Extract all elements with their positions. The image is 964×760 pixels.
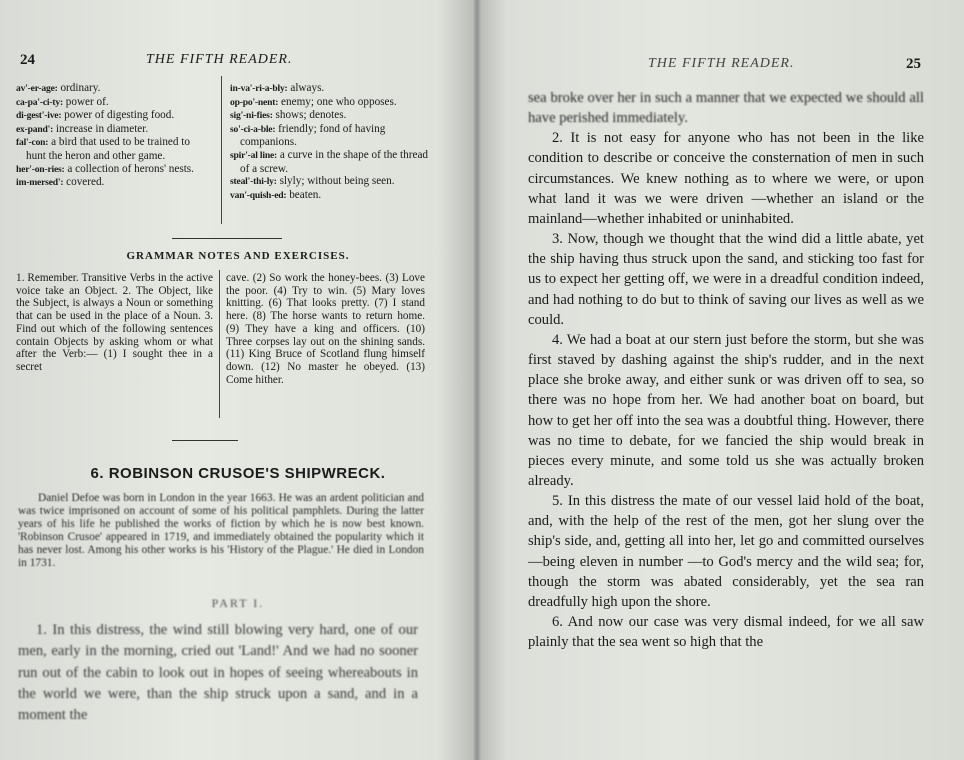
vocabulary-entry [230,189,430,203]
vocabulary-word: in-va'-ri-a-bly: [230,83,288,94]
vocabulary-word: her'-on-ries: [16,163,65,175]
paragraph-3: 3. Now, though we thought that the wind did a little abate, yet the ship having thus struck upon the sand, and sticking too fast for us to expect her getting off, we were in a dreadful condition indeed, and had nothing to do but to think of saving our lives as well as we could. [528,231,924,328]
vocabulary-definition: always. [290,82,325,94]
vocabulary-word: fal'-con: [16,137,49,149]
paragraph-1: 1. In this distress, the wind still blowing very hard, one of our men, early in the morning, cried out 'Land!' And we had no sooner run out of the cabin to look out in hopes of seeing whereabouts in the world we were, than the ship struck upon a sand, and in a moment the [18,622,418,724]
vocabulary-word: ca-pa'-ci-ty: [16,96,63,108]
vocabulary-entry [230,123,430,149]
grammar-notes-left: 1. Remember. Transitive Verbs in the active voice take an Object. 2. The Object, like the Subject, is always a Noun or something that can be used in the place of a Noun. 3. Find out which of the following sentences contain Objects by asking whom or what after the Verb:— (1) I sought thee in a secret [16,272,213,373]
vocabulary-word: steal'-thi-ly: [230,176,277,188]
vocabulary-word: spir'-al line: [230,149,278,161]
paragraph-4: 4. We had a boat at our stern just before the storm, but she was first staved by dashing against the ship's rudder, and in the next place she broke away, and either sunk or was driven off to sea, so there was no hope from her. We had another boat on board, but how to get her off into the sea was a doubtful thing. However, there was no time to debate, for we fancied the ship would break in pieces every minute, and some told us she was actually broken already. [528,331,924,489]
vocabulary-word: so'-ci-a-ble: [230,123,276,135]
vocabulary-entry [230,149,430,175]
vocabulary-word: di-gest'-ive: [16,110,62,122]
vocabulary-definition: enemy; one who opposes. [281,95,397,108]
vocabulary-definition: a collection of herons' nests. [67,162,194,175]
vocabulary-column-left [16,82,212,190]
vocabulary-entry [16,136,212,162]
paragraph-5: 5. In this distress the mate of our vessel laid hold of the boat, and, with the help of the rest of the men, got her slung over the ship's side, and, getting all into her, let go and committed ourselves—being eleven in number —to God's mercy and the wild sea; for, though the storm was abated considerably, yet the sea ran dreadfully high upon the shore. [528,493,924,610]
vocabulary-entry [16,123,212,137]
right-running-head: THE FIFTH READER. [648,56,795,71]
vocabulary-entry [230,175,430,189]
vocabulary-entry [230,96,430,110]
vocabulary-definition: beaten. [289,188,322,201]
vocabulary-entry [16,109,212,123]
vocabulary-definition: covered. [66,176,105,189]
vocabulary-definition: slyly; without being seen. [279,175,395,188]
vocabulary-definition: increase in diameter. [55,122,149,135]
section-rule-top [172,238,282,239]
grammar-notes-right: cave. (2) So work the honey-bees. (3) Love the poor. (4) Try to win. (5) Mary loves knitting. (6) That looks pretty. (7) I stand here. (8) The horse wants to return home. (9) They have a king and officers. (10) Three corpses lay out on the shining sands. (11) King Bruce of Scotland flung himself down. (12) No master he obeyed. (13) Come hither. [226,272,425,386]
vocabulary-column-right [230,82,430,202]
right-page-number: 25 [906,56,921,72]
vocabulary-list [16,82,456,228]
vocabulary-entry [16,82,212,96]
vocabulary-definition: a bird that used to be trained to hunt the heron and other game. [26,136,190,162]
vocabulary-definition: power of. [65,95,109,108]
vocabulary-entry [16,96,212,110]
book-gutter [472,0,482,760]
vocabulary-definition: ordinary. [60,82,101,94]
continuation-text: sea broke over her in such a manner that we expected we should all have perished immediately. [528,90,924,127]
vocabulary-word: op-po'-nent: [230,96,279,108]
right-page-text [528,88,924,652]
vocabulary-word: im-mersed': [16,177,64,189]
vocabulary-divider [221,76,222,224]
vocabulary-definition: shows; denotes. [275,109,347,122]
vocabulary-definition: power of digesting food. [64,109,175,122]
vocabulary-word: van'-quish-ed: [230,189,287,201]
author-intro: Daniel Defoe was born in London in the year 1663. He was an ardent politician and was twice imprisoned on account of some of his political pamphlets. During the latter years of his life he published the works of fiction by which he is now best known. 'Robinson Crusoe' appeared in 1719, and immediately obtained the popularity which it has never lost. Among his other works is his 'History of the Plague.' He died in London in 1731. [18,492,424,569]
vocabulary-entry [16,163,212,177]
paragraph-6: 6. And now our case was very dismal indeed, for we all saw plainly that the sea went so high that the [528,614,924,651]
left-page-number: 24 [20,52,35,68]
grammar-divider [219,270,220,418]
vocabulary-definition: a curve in the shape of the thread of a screw. [240,148,429,175]
section-title: 6. ROBINSON CRUSOE'S SHIPWRECK. [90,465,386,482]
left-running-head: THE FIFTH READER. [146,52,293,67]
vocabulary-entry [16,176,212,190]
paragraph-2: 2. It is not easy for anyone who has not been in the like condition to describe or conceive the consternation of men in such circumstances. We knew nothing as to where we were, or upon what land it was we were driven —whether an island or the mainland—whether inhabited or uninhabited. [528,130,924,227]
grammar-heading: GRAMMAR NOTES AND EXERCISES. [126,250,350,262]
vocabulary-word: ex-pand': [16,123,54,135]
section-rule-bottom [172,440,238,441]
part-label: PART I. [211,596,265,610]
vocabulary-word: av'-er-age: [16,83,58,94]
vocabulary-entry [230,82,430,96]
vocabulary-definition: friendly; fond of having companions. [240,122,386,149]
vocabulary-word: sig'-ni-fies: [230,110,273,122]
vocabulary-entry [230,109,430,123]
